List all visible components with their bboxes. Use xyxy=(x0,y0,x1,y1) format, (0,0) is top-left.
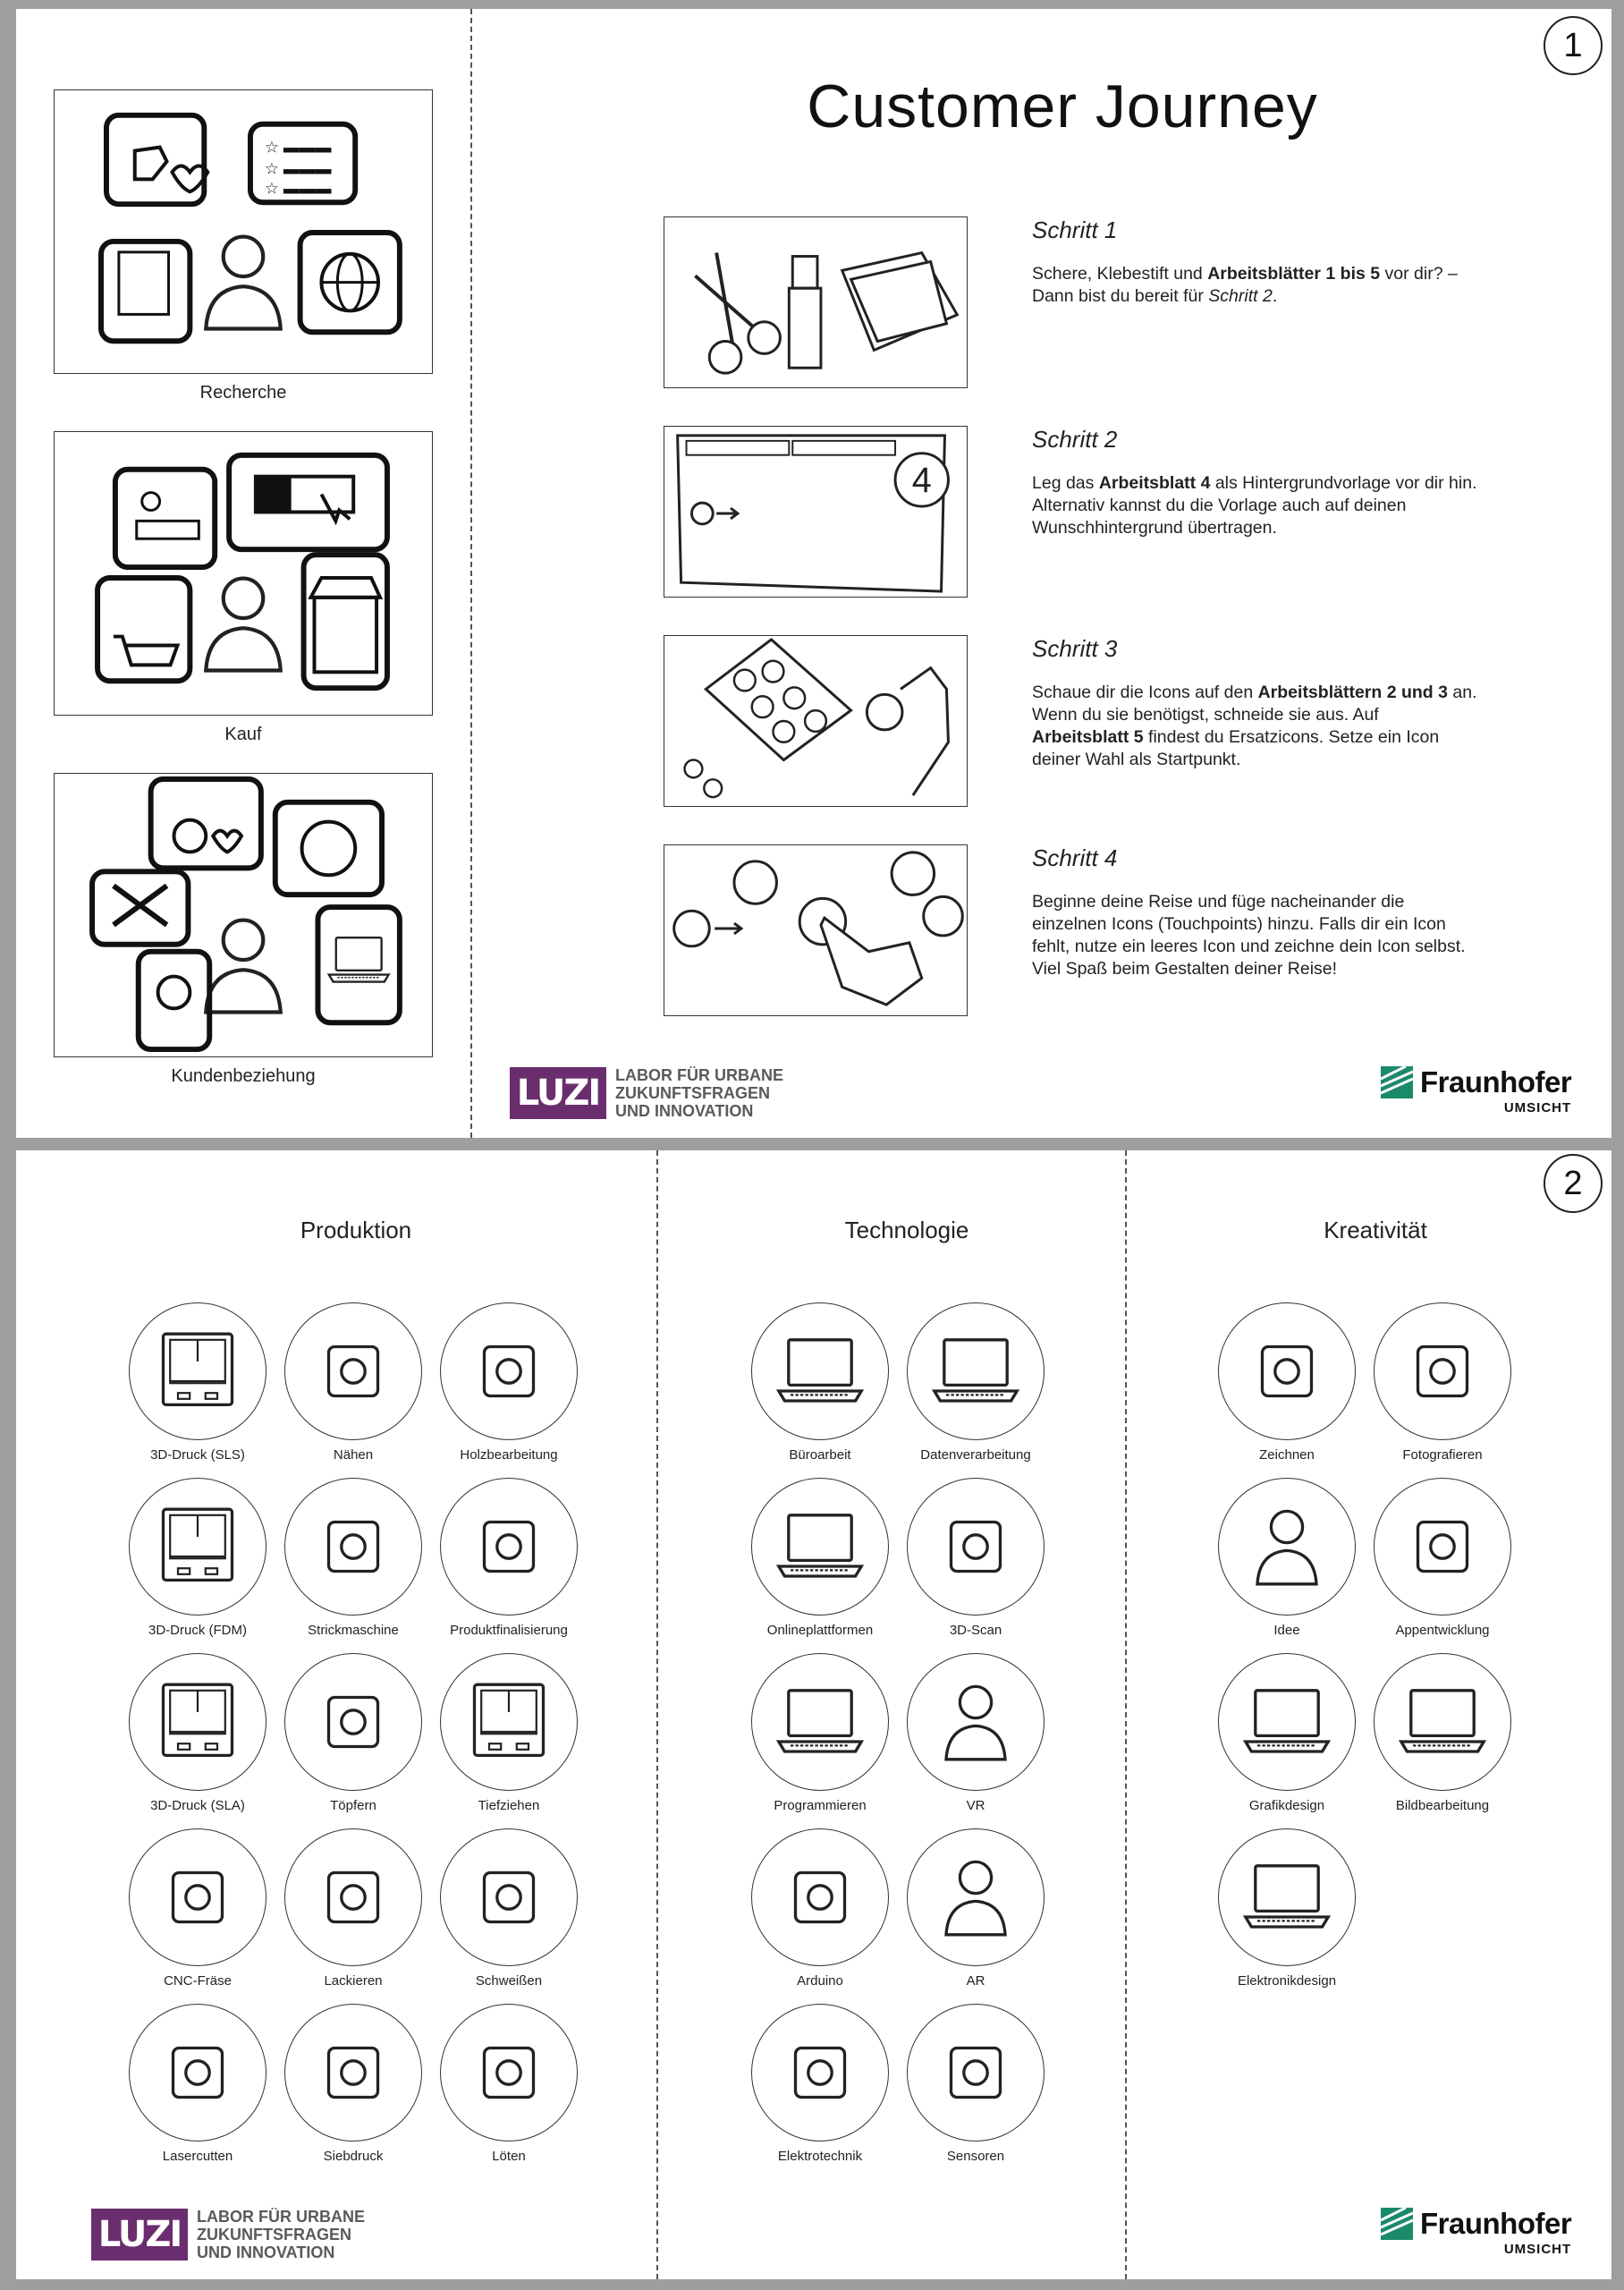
icon-card-vr xyxy=(891,1653,1048,1823)
icon-card-arduino xyxy=(735,1828,892,1998)
cnc-fraese-icon xyxy=(129,1828,266,1966)
icon-label: Arduino xyxy=(797,1973,843,1989)
scissors-icon xyxy=(709,342,741,374)
icon-label: Programmieren xyxy=(774,1798,867,1813)
step-2-illustration xyxy=(664,426,968,598)
icon-card-bildbearbeitung xyxy=(1358,1653,1515,1823)
icon-label: 3D-Druck (FDM) xyxy=(148,1623,247,1638)
panel-caption: Recherche xyxy=(199,383,287,403)
pointing-hand-icon xyxy=(821,918,922,1005)
luzi-line-3: UND INNOVATION xyxy=(615,1102,754,1120)
step-text-part: an. Wenn du sie benötigst, schneide sie aus. Auf xyxy=(1032,683,1477,725)
icon-label: Siebdruck xyxy=(323,2149,384,2164)
icon-card-produktfinalisierung xyxy=(424,1478,581,1648)
icon-card-fotografieren xyxy=(1358,1302,1515,1472)
luzi-line-3: UND INNOVATION xyxy=(197,2243,335,2261)
lackieren-icon xyxy=(284,1828,422,1966)
panel-caption: Kundenbeziehung xyxy=(171,1066,316,1086)
zeichnen-icon xyxy=(1218,1302,1356,1440)
icon-label: Nähen xyxy=(333,1447,374,1463)
icon-card-lackieren xyxy=(268,1828,426,1998)
icon-card-naehen xyxy=(268,1302,426,1472)
icon-label: VR xyxy=(966,1798,985,1813)
icon-card-3d-druck-fdm xyxy=(113,1478,270,1648)
icon-label: Zeichnen xyxy=(1259,1447,1315,1463)
step-text-part: Beginne deine Reise und füge nacheinander die einzelnen Icons (Touchpoints) hinzu. Falls dir ein Icon fehlt, nutze ein leeres Icon und zeichne dein Icon selbst. xyxy=(1032,892,1466,956)
icon-card-idee xyxy=(1202,1478,1359,1648)
icon-label: Holzbearbeitung xyxy=(460,1447,558,1463)
icon-label: Lasercutten xyxy=(162,2149,233,2164)
icon-card-datenverarbeitung xyxy=(891,1302,1048,1472)
step-4-title: Schritt 4 xyxy=(1032,844,1118,871)
person-token-icon xyxy=(867,694,902,730)
fraunhofer-logo xyxy=(1381,2208,1571,2257)
luzi-logo xyxy=(510,1066,783,1120)
hand-icon xyxy=(901,668,948,796)
icon-card-cnc-fraese xyxy=(113,1828,270,1998)
produktfinalisierung-icon xyxy=(440,1478,578,1616)
icon-label: Lackieren xyxy=(324,1973,383,1989)
elektrotechnik-icon xyxy=(751,2004,889,2142)
kauf-illustration xyxy=(54,431,433,716)
luzi-logo-mark: LUZI xyxy=(510,1067,606,1119)
icon-label: Schweißen xyxy=(475,1973,543,1989)
icon-card-toepfern xyxy=(268,1653,426,1823)
svg-text:☆ ▬▬▬: ☆ ▬▬▬ xyxy=(264,159,332,178)
kundenbeziehung-illustration xyxy=(54,773,433,1057)
icon-label: 3D-Druck (SLS) xyxy=(150,1447,245,1463)
glue-stick-icon xyxy=(789,288,821,368)
holzbearbeitung-icon xyxy=(440,1302,578,1440)
siebdruck-icon xyxy=(284,2004,422,2142)
icon-label: Idee xyxy=(1273,1623,1300,1638)
icon-label: Bildbearbeitung xyxy=(1395,1798,1490,1813)
tiefziehen-icon xyxy=(440,1653,578,1791)
worksheet-1 xyxy=(16,9,1611,1138)
fold-line xyxy=(1125,1150,1127,2279)
icon-label: Strickmaschine xyxy=(308,1623,399,1638)
worksheet-2 xyxy=(16,1150,1611,2279)
icon-card-lasercutten xyxy=(113,2004,270,2174)
icon-card-strickmaschine xyxy=(268,1478,426,1648)
icon-card-sensoren xyxy=(891,2004,1048,2174)
step-1-text xyxy=(1032,263,1479,308)
fraunhofer-name: Fraunhofer xyxy=(1420,1065,1572,1098)
icon-card-loeten xyxy=(424,2004,581,2174)
grafikdesign-icon xyxy=(1218,1653,1356,1791)
lasercutten-icon xyxy=(129,2004,266,2142)
icon-card-ar xyxy=(891,1828,1048,1998)
step-text-bold: Arbeitsblatt 5 xyxy=(1032,727,1144,747)
fraunhofer-logo-icon xyxy=(1381,1066,1413,1098)
icon-card-bueroarbeit xyxy=(735,1302,892,1472)
3d-druck-sls-icon xyxy=(129,1302,266,1440)
step-3-title: Schritt 3 xyxy=(1032,635,1118,662)
page-number-badge: 2 xyxy=(1544,1154,1603,1213)
onlineplattformen-icon xyxy=(751,1478,889,1616)
icon-card-schweissen xyxy=(424,1828,581,1998)
fold-line xyxy=(470,9,472,1138)
icon-label: Löten xyxy=(492,2149,526,2164)
icon-card-elektronikdesign xyxy=(1202,1828,1359,1998)
icon-card-programmieren xyxy=(735,1653,892,1823)
bueroarbeit-icon xyxy=(751,1302,889,1440)
step-2-badge-number: 4 xyxy=(911,461,932,501)
recherche-illustration xyxy=(54,89,433,374)
handshake-icon xyxy=(302,822,356,876)
fold-line xyxy=(656,1150,658,2279)
step-3-text xyxy=(1032,682,1479,771)
elektronikdesign-icon xyxy=(1218,1828,1356,1966)
step-4-text xyxy=(1032,891,1479,980)
step-text-part: findest du Ersatzicons. Setze ein Icon deiner Wahl als Startpunkt. xyxy=(1032,727,1440,769)
icon-card-siebdruck xyxy=(268,2004,426,2174)
step-2-text xyxy=(1032,472,1479,539)
icon-card-zeichnen xyxy=(1202,1302,1359,1472)
cursor-icon xyxy=(321,495,350,522)
star-icon: ☆ ▬▬▬ xyxy=(264,138,332,157)
luzi-line-2: ZUKUNFTSFRAGEN xyxy=(197,2226,351,2243)
sensoren-icon xyxy=(907,2004,1045,2142)
store-icon xyxy=(314,598,376,672)
fraunhofer-sub: UMSICHT xyxy=(1503,1100,1572,1115)
ar-icon xyxy=(907,1828,1045,1966)
icon-label: Grafikdesign xyxy=(1248,1798,1325,1813)
icon-label: Töpfern xyxy=(330,1798,376,1813)
shopping-cart-icon xyxy=(114,637,178,666)
step-text-bold: Arbeitsblätter 1 bis 5 xyxy=(1207,264,1381,284)
icon-label: Elektrotechnik xyxy=(777,2149,863,2164)
toepfern-icon xyxy=(284,1653,422,1791)
icon-label: AR xyxy=(966,1973,985,1989)
fraunhofer-logo-icon xyxy=(1381,2208,1413,2240)
icon-label: Büroarbeit xyxy=(789,1447,851,1463)
3d-druck-sla-icon xyxy=(129,1653,266,1791)
icon-card-appentwicklung xyxy=(1358,1478,1515,1648)
column-heading-technologie: Technologie xyxy=(844,1217,969,1243)
arduino-icon xyxy=(751,1828,889,1966)
luzi-logo xyxy=(91,2208,365,2261)
column-heading-kreativitaet: Kreativität xyxy=(1324,1217,1427,1243)
fraunhofer-name: Fraunhofer xyxy=(1420,2207,1572,2240)
icon-card-3d-scan xyxy=(891,1478,1048,1648)
loeten-icon xyxy=(440,2004,578,2142)
naehen-icon xyxy=(284,1302,422,1440)
luzi-logo-mark: LUZI xyxy=(91,2209,188,2260)
icon-label: 3D-Scan xyxy=(949,1623,1002,1638)
step-text-part: Viel Spaß beim Gestalten deiner Reise! xyxy=(1032,959,1338,979)
idee-icon xyxy=(1218,1478,1356,1616)
luzi-line-1: LABOR FÜR URBANE xyxy=(615,1066,783,1084)
icon-card-elektrotechnik xyxy=(735,2004,892,2174)
icon-card-3d-druck-sls xyxy=(113,1302,270,1472)
schweissen-icon xyxy=(440,1828,578,1966)
icon-card-holzbearbeitung xyxy=(424,1302,581,1472)
fraunhofer-logo xyxy=(1381,1066,1571,1115)
step-4-illustration xyxy=(664,844,968,1016)
step-text-part: vor dir? – Dann bist du bereit für xyxy=(1032,264,1458,306)
icon-card-onlineplattformen xyxy=(735,1478,892,1648)
step-1-title: Schritt 1 xyxy=(1032,216,1118,243)
step-2-title: Schritt 2 xyxy=(1032,426,1118,453)
icon-label: Fotografieren xyxy=(1402,1447,1483,1463)
icon-label: Datenverarbeitung xyxy=(920,1447,1031,1463)
headset-icon xyxy=(158,977,190,1009)
chat-icon xyxy=(173,820,206,852)
step-text-part: . xyxy=(1272,286,1278,306)
icon-card-grafikdesign xyxy=(1202,1653,1359,1823)
3d-scan-icon xyxy=(907,1478,1045,1616)
step-text-part: Schaue dir die Icons auf den xyxy=(1032,683,1258,702)
step-text-part: Leg das xyxy=(1032,473,1099,493)
fraunhofer-sub: UMSICHT xyxy=(1503,2242,1572,2257)
icon-label: CNC-Fräse xyxy=(164,1973,232,1989)
step-text-part: Schere, Klebestift und xyxy=(1032,264,1208,284)
svg-text:☆ ▬▬▬: ☆ ▬▬▬ xyxy=(264,179,332,198)
step-text-bold: Arbeitsblättern 2 und 3 xyxy=(1257,683,1448,702)
fotografieren-icon xyxy=(1374,1302,1511,1440)
icon-card-tiefziehen xyxy=(424,1653,581,1823)
tools-icon xyxy=(114,886,167,925)
icon-label: Appentwicklung xyxy=(1395,1623,1490,1638)
step-text-part: als Hintergrundvorlage vor dir hin. Alternativ kannst du die Vorlage auch auf deinen Wunschhintergrund übertragen. xyxy=(1032,473,1477,538)
start-icon xyxy=(674,911,710,946)
datenverarbeitung-icon xyxy=(907,1302,1045,1440)
scissors-icon xyxy=(685,760,703,778)
step-3-illustration xyxy=(664,635,968,807)
start-icon xyxy=(691,503,713,524)
appentwicklung-icon xyxy=(1374,1478,1511,1616)
step-1-illustration xyxy=(664,216,968,388)
step-text-italic: Schritt 2 xyxy=(1208,286,1273,306)
icon-label: 3D-Druck (SLA) xyxy=(150,1798,245,1813)
strickmaschine-icon xyxy=(284,1478,422,1616)
icon-label: Onlineplattformen xyxy=(766,1623,874,1638)
3d-druck-fdm-icon xyxy=(129,1478,266,1616)
icon-card-3d-druck-sla xyxy=(113,1653,270,1823)
icon-label: Tiefziehen xyxy=(478,1798,540,1813)
icon-label: Sensoren xyxy=(946,2149,1005,2164)
luzi-line-1: LABOR FÜR URBANE xyxy=(197,2208,365,2226)
panel-caption: Kauf xyxy=(224,725,262,744)
page-title: Customer Journey xyxy=(807,72,1318,140)
luzi-line-2: ZUKUNFTSFRAGEN xyxy=(615,1084,770,1102)
programmieren-icon xyxy=(751,1653,889,1791)
column-heading-produktion: Produktion xyxy=(300,1217,412,1243)
step-text-bold: Arbeitsblatt 4 xyxy=(1098,473,1211,493)
vr-icon xyxy=(907,1653,1045,1791)
thumbs-up-icon xyxy=(135,148,167,180)
icon-label: Produktfinalisierung xyxy=(450,1623,568,1638)
bildbearbeitung-icon xyxy=(1374,1653,1511,1791)
icon-label: Elektronikdesign xyxy=(1237,1973,1337,1989)
page-number-badge: 1 xyxy=(1544,16,1603,75)
